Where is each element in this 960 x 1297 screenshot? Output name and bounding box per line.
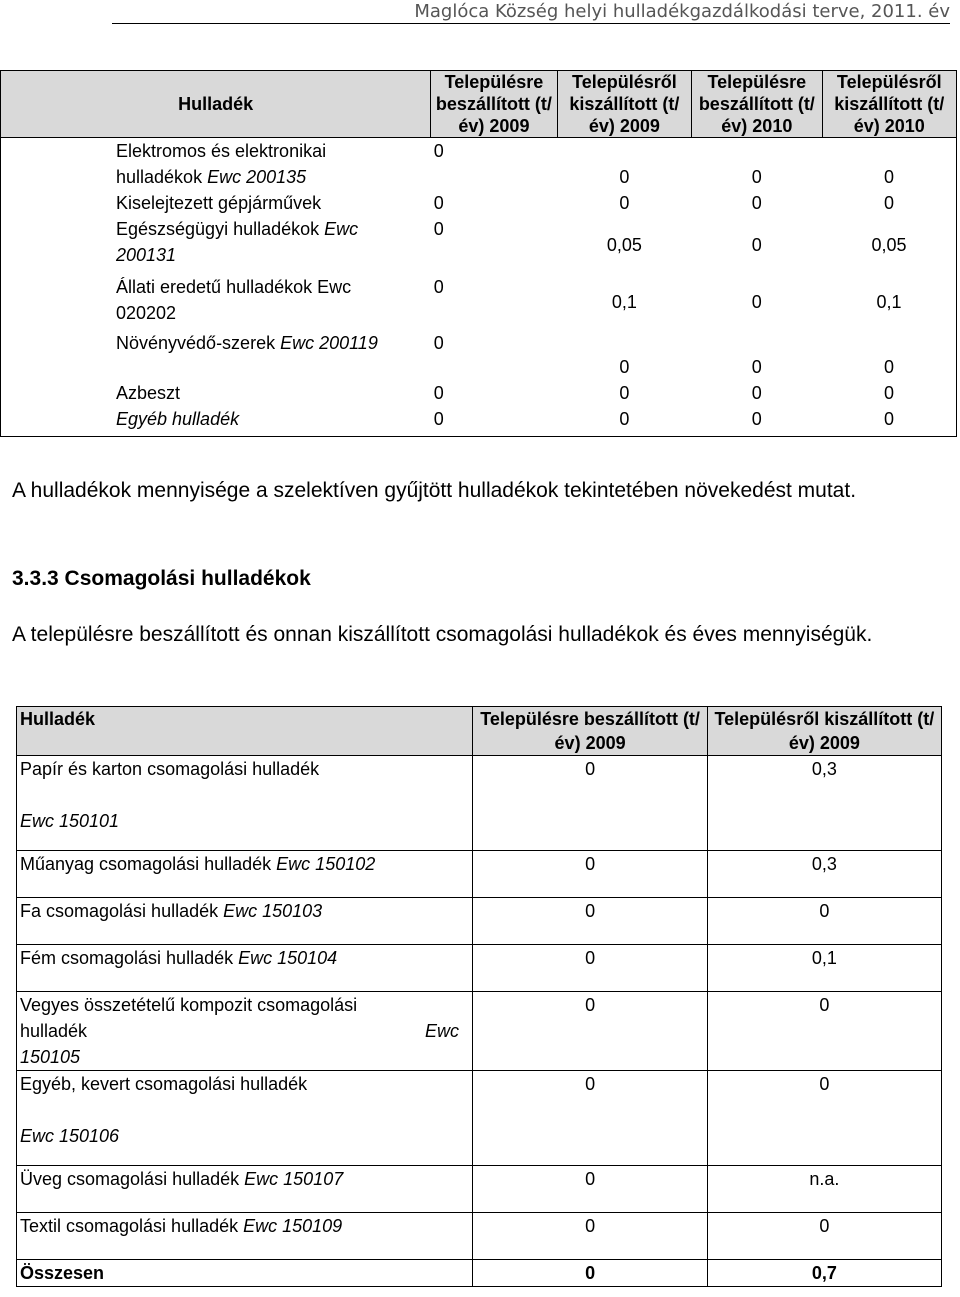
table-row [17,945,942,992]
cell: 0 [433,333,444,353]
col-header-in-2010: Településre beszállított (t/év) 2010 [692,71,822,138]
cell: 0 [884,357,895,377]
row-label: Vegyes összetételű kompozit csomagolási hulladék Ewc 150105 [17,992,473,1071]
table-row [17,851,942,898]
table-total-row [17,1260,942,1287]
cell: 0 [433,219,444,239]
table-row [1,380,957,406]
cell-in: 0 [473,851,707,898]
cell: 0 [751,383,762,403]
cell: 0 [619,383,630,403]
cell: 0 [751,193,762,213]
row-label: Textil csomagolási hulladék Ewc 150109 [17,1213,473,1260]
row-label: Növényvédő-szerek Ewc 200119 [116,333,378,353]
cell-out: 0 [707,992,941,1071]
cell-in: 0 [473,756,707,851]
cell: 0 [884,383,895,403]
cell-in: 0 [473,992,707,1071]
row-label: Egyéb, kevert csomagolási hulladék Ewc 150106 [17,1071,473,1166]
row-label: Egyéb hulladék [116,409,240,429]
cell-out: 0,1 [707,945,941,992]
cell-in: 0 [473,898,707,945]
col-header-waste: Hulladék [17,707,473,756]
row-label: Műanyag csomagolási hulladék Ewc 150102 [17,851,473,898]
cell-out: 0,3 [707,756,941,851]
cell: 0 [433,383,444,403]
cell-out: 0 [707,898,941,945]
cell: 0 [433,409,444,429]
table-row [17,1213,942,1260]
col-header-waste: Hulladék [1,71,431,138]
col-header-out-2009: Településről kiszállított (t/év) 2009 [557,71,691,138]
cell: 0 [619,167,630,187]
cell: 0 [751,409,762,429]
paragraph-growth: A hulladékok mennyisége a szelektíven gyűjtött hulladékok tekintetében növekedést mutat. [12,479,857,502]
row-label: Üveg csomagolási hulladék Ewc 150107 [17,1166,473,1213]
table-row [17,992,942,1071]
cell-out: n.a. [707,1166,941,1213]
cell-in: 0 [473,1166,707,1213]
table-row [17,898,942,945]
cell: 0,05 [606,235,642,255]
table-header-row [17,707,942,756]
cell-out: 0,3 [707,851,941,898]
cell: 0 [884,409,895,429]
cell-in: 0 [473,945,707,992]
table-row [17,756,942,851]
cell: 0 [433,277,444,297]
document-title: Maglóca Község helyi hulladékgazdálkodási terve, 2011. év [414,1,950,22]
cell-in: 0 [473,1071,707,1166]
cell: 0 [751,292,762,312]
table-row [17,1166,942,1213]
col-header-in-2009: Településre beszállított (t/év) 2009 [473,707,707,756]
table-row [1,190,957,216]
row-label: Azbeszt [116,383,181,403]
row-label: Fém csomagolási hulladék Ewc 150104 [17,945,473,992]
table-row [1,330,957,380]
row-label: Papír és karton csomagolási hulladék Ewc 150101 [17,756,473,851]
col-header-out-2010: Településről kiszállított (t/év) 2010 [822,71,956,138]
cell: 0 [619,193,630,213]
row-label: Kiselejtezett gépjárművek [116,193,322,213]
table-header-row [1,71,957,138]
row-label: Állati eredetű hulladékok Ewc 020202 [116,277,352,323]
table-row [1,406,957,437]
cell: 0,05 [871,235,907,255]
cell-in: 0 [473,1213,707,1260]
cell: 0 [751,357,762,377]
cell: 0,1 [611,292,637,312]
total-label: Összesen [17,1260,473,1287]
cell: 0,1 [876,292,902,312]
row-label: Fa csomagolási hulladék Ewc 150103 [17,898,473,945]
header-rule [112,23,950,24]
table-row [17,1071,942,1166]
cell: 0 [884,193,895,213]
paragraph-intro: A településre beszállított és onnan kiszállított csomagolási hulladékok és éves mennyiségük. [12,623,873,646]
total-out: 0,7 [707,1260,941,1287]
cell: 0 [751,167,762,187]
cell: 0 [433,193,444,213]
cell: 0 [751,235,762,255]
row-label: Egészségügyi hulladékok Ewc 200131 [116,219,359,265]
total-in: 0 [473,1260,707,1287]
waste-table-1 [0,70,957,437]
cell: 0 [433,141,444,161]
col-header-in-2009: Településre beszállított (t/év) 2009 [431,71,557,138]
cell: 0 [619,409,630,429]
table-row [1,274,957,330]
section-heading: 3.3.3 Csomagolási hulladékok [12,567,311,590]
col-header-out-2009: Településről kiszállított (t/év) 2009 [707,707,941,756]
page-header [0,0,960,26]
cell-out: 0 [707,1213,941,1260]
cell: 0 [884,167,895,187]
packaging-waste-table [16,706,942,1287]
table-row [1,138,957,191]
cell: 0 [619,357,630,377]
cell-out: 0 [707,1071,941,1166]
table-row [1,216,957,274]
row-label: Elektromos és elektronikai hulladékok Ewc 200135 [116,141,327,187]
